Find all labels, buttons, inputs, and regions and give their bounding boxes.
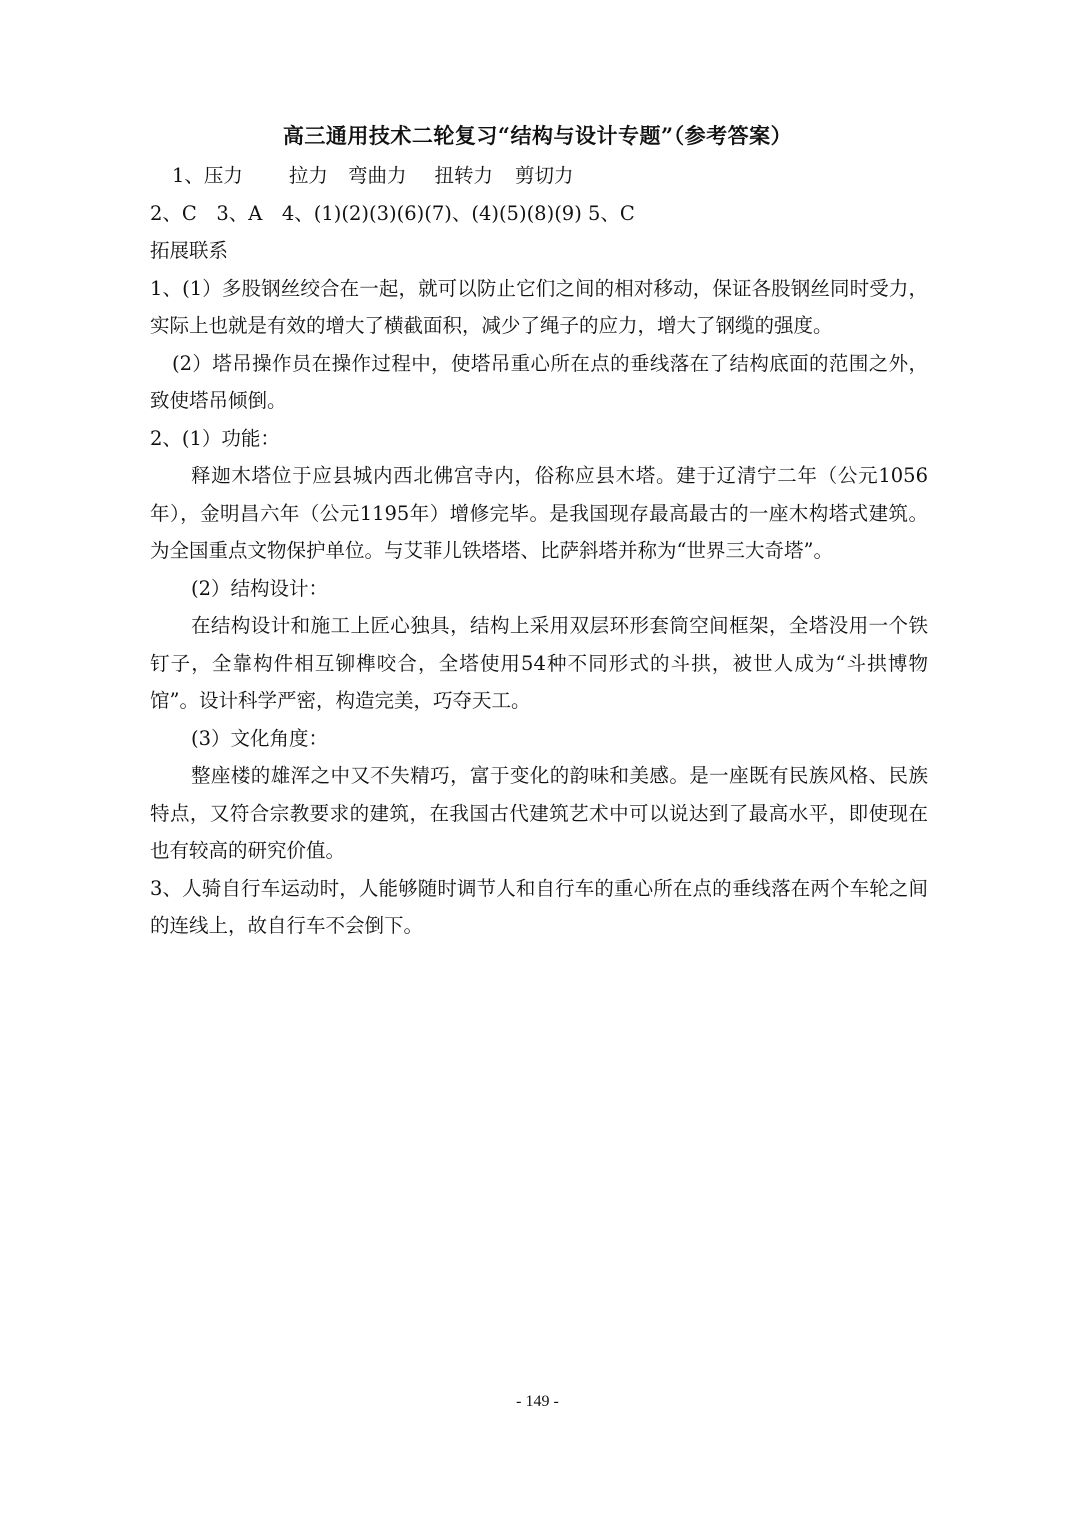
answer-line-2: 2、C 3、A 4、(1)(2)(3)(6)(7)、(4)(5)(8)(9) 5、C (150, 201, 635, 225)
extension-item-1-part-2: (2）塔吊操作员在操作过程中，使塔吊重心所在点的垂线落在了结构底面的范围之外，致使塔吊倾倒。 (150, 351, 928, 412)
extension-item-3: 3、人骑自行车运动时，人能够随时调节人和自行车的重心所在点的垂线落在两个车轮之间的连线上，故自行车不会倒下。 (150, 876, 928, 937)
page-number: - 149 - (516, 1393, 559, 1410)
extension-item-2-structure-heading: (2）结构设计： (191, 576, 329, 600)
extension-item-2-culture-heading: (3）文化角度： (191, 726, 329, 750)
document-title: 高三通用技术二轮复习“结构与设计专题”（参考答案） (282, 123, 793, 148)
extension-item-2-structure: 在结构设计和施工上匠心独具，结构上采用双层环形套筒空间框架，全塔没用一个铁钉子，全靠构件相互铆榫咬合，全塔使用54种不同形式的斗拱，被世人成为“斗拱博物馆”。设计科学严密，构造完美，巧夺天工。 (150, 614, 928, 712)
answer-1-item: 扭转力 (434, 164, 493, 187)
answer-line-1 (150, 157, 928, 195)
answer-1-item: 拉力 (288, 164, 328, 187)
answer-1-item: 剪切力 (514, 164, 574, 187)
extension-item-2-heading: 2、(1）功能： (150, 426, 280, 450)
extension-heading: 拓展联系 (150, 239, 229, 262)
document-body (150, 157, 928, 945)
extension-item-1-part-1: 1、(1）多股钢丝绞合在一起，就可以防止它们之间的相对移动，保证各股钢丝同时受力，实际上也就是有效的增大了横截面积，减少了绳子的应力，增大了钢缆的强度。 (150, 276, 928, 337)
extension-item-2-function: 释迦木塔位于应县城内西北佛宫寺内，俗称应县木塔。建于辽清宁二年（公元1056年），金明昌六年（公元1195年）增修完毕。是我国现存最高最古的一座木构塔式建筑。为全国重点文物保护单位。与艾菲儿铁塔塔、比萨斜塔并称为“世界三大奇塔”。 (150, 464, 928, 562)
answer-1-prefix: 1、压力 (172, 164, 243, 187)
extension-item-2-culture: 整座楼的雄浑之中又不失精巧，富于变化的韵味和美感。是一座既有民族风格、民族特点，又符合宗教要求的建筑，在我国古代建筑艺术中可以说达到了最高水平，即使现在也有较高的研究价值。 (150, 764, 928, 862)
answer-1-item: 弯曲力 (347, 164, 407, 187)
